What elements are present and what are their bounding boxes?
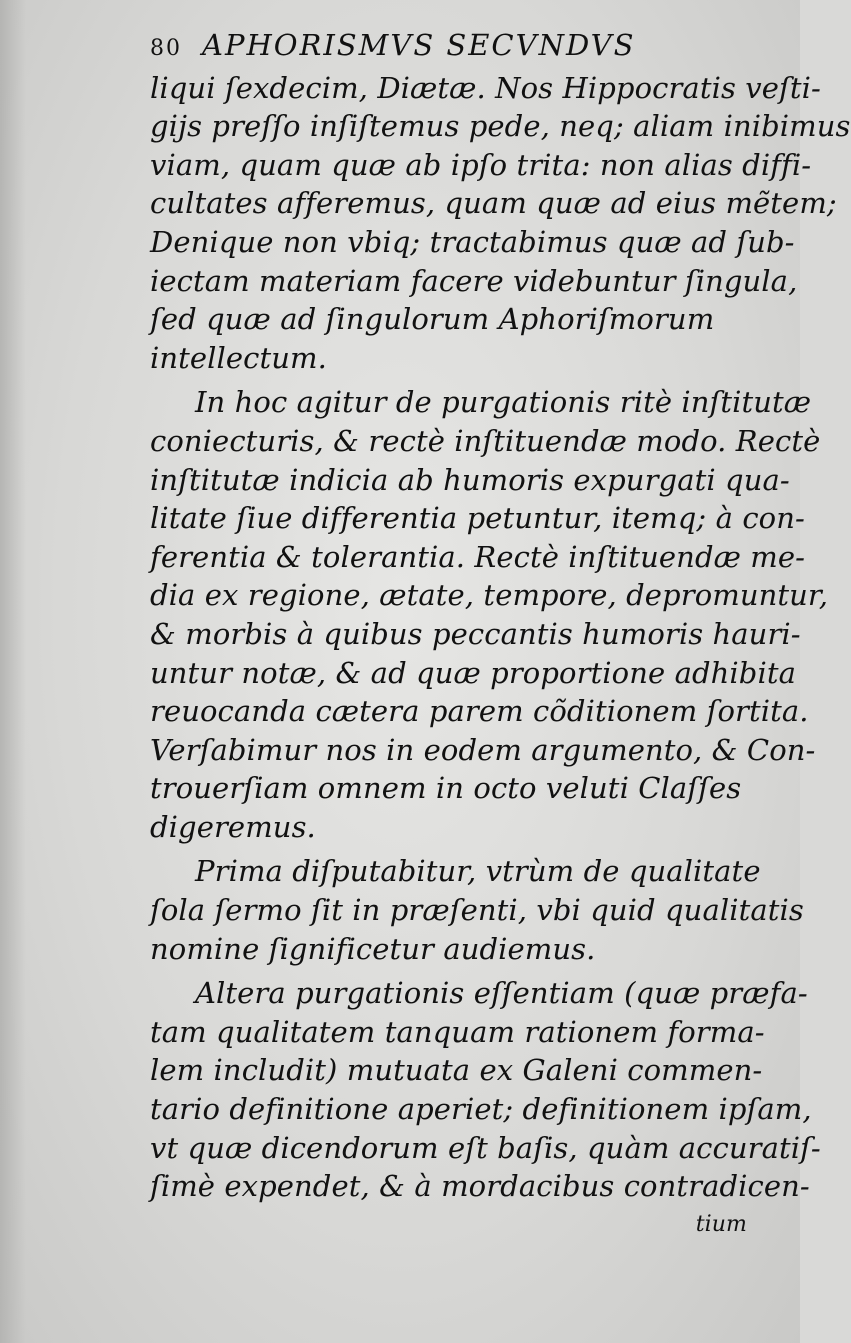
text-line: digeremus.	[150, 809, 316, 844]
text-line: liqui ſexdecim, Diætæ. Nos Hippocratis veſti-	[150, 70, 821, 105]
text-line: Altera purgationis eſſentiam (quæ præfa-	[195, 976, 808, 1011]
paragraph	[150, 974, 821, 1206]
text-line: untur notæ, & ad quæ proportione adhibita	[150, 655, 796, 690]
text-line: iectam materiam facere videbuntur ſingula,	[150, 263, 798, 298]
text-line: tam qualitatem tanquam rationem forma-	[150, 1014, 765, 1049]
text-line: Verſabimur nos in eodem argumento, & Con-	[150, 732, 816, 767]
text-line: In hoc agitur de purgationis ritè inſtitutæ	[195, 385, 812, 420]
text-line: coniecturis, & rectè inſtituendæ modo. Rectè	[150, 423, 821, 458]
text-line: ſimè expendet, & à mordacibus contradicen-	[150, 1169, 810, 1204]
text-line: intellectum.	[150, 340, 327, 375]
text-line: tario definitione aperiet; definitionem ipſam,	[150, 1092, 812, 1127]
text-line: inſtitutæ indicia ab humoris expurgati qua-	[150, 462, 790, 497]
text-line: reuocanda cætera parem cõditionem ſortita.	[150, 694, 809, 729]
text-line: viam, quam quæ ab ipſo trita: non alias diffi-	[150, 147, 812, 182]
text-line: ferentia & tolerantia. Rectè inſtituendæ me-	[150, 539, 806, 574]
body-text	[150, 69, 851, 1206]
text-line: trouerſiam omnem in octo veluti Claſſes	[150, 771, 742, 806]
paragraph	[150, 69, 851, 378]
text-block	[150, 26, 851, 1244]
text-line: & morbis à quibus peccantis humoris hauri-	[150, 616, 801, 651]
text-line: Denique non vbiq; tractabimus quæ ad ſub-	[150, 224, 795, 259]
paragraph	[150, 852, 804, 968]
catchword: tium	[695, 1211, 747, 1237]
text-line: dia ex regione, ætate, tempore, depromuntur,	[150, 578, 829, 613]
text-line: Prima diſputabitur, vtrùm de qualitate	[195, 854, 761, 889]
text-line: cultates afferemus, quam quæ ad eius mẽtem;	[150, 186, 837, 221]
text-line: ſed quæ ad ſingulorum Aphoriſmorum	[150, 302, 715, 337]
page-number: 80	[150, 36, 182, 61]
text-line: litate ſiue differentia petuntur, itemq; à con-	[150, 501, 805, 536]
text-line: nomine ſignificetur audiemus.	[150, 931, 596, 966]
text-line: vt quæ dicendorum eſt baſis, quàm accuratiſ-	[150, 1130, 821, 1165]
text-line: gijs preſſo inſiſtemus pede, neq; aliam inibimus	[150, 109, 851, 144]
page-header	[150, 26, 765, 69]
running-title: APHORISMVS SECVNDVS	[202, 28, 636, 62]
text-line: ſola ſermo ſit in præſenti, vbi quid qualitatis	[150, 893, 804, 928]
text-line: lem includit) mutuata ex Galeni commen-	[150, 1053, 763, 1088]
paragraph	[150, 383, 829, 846]
